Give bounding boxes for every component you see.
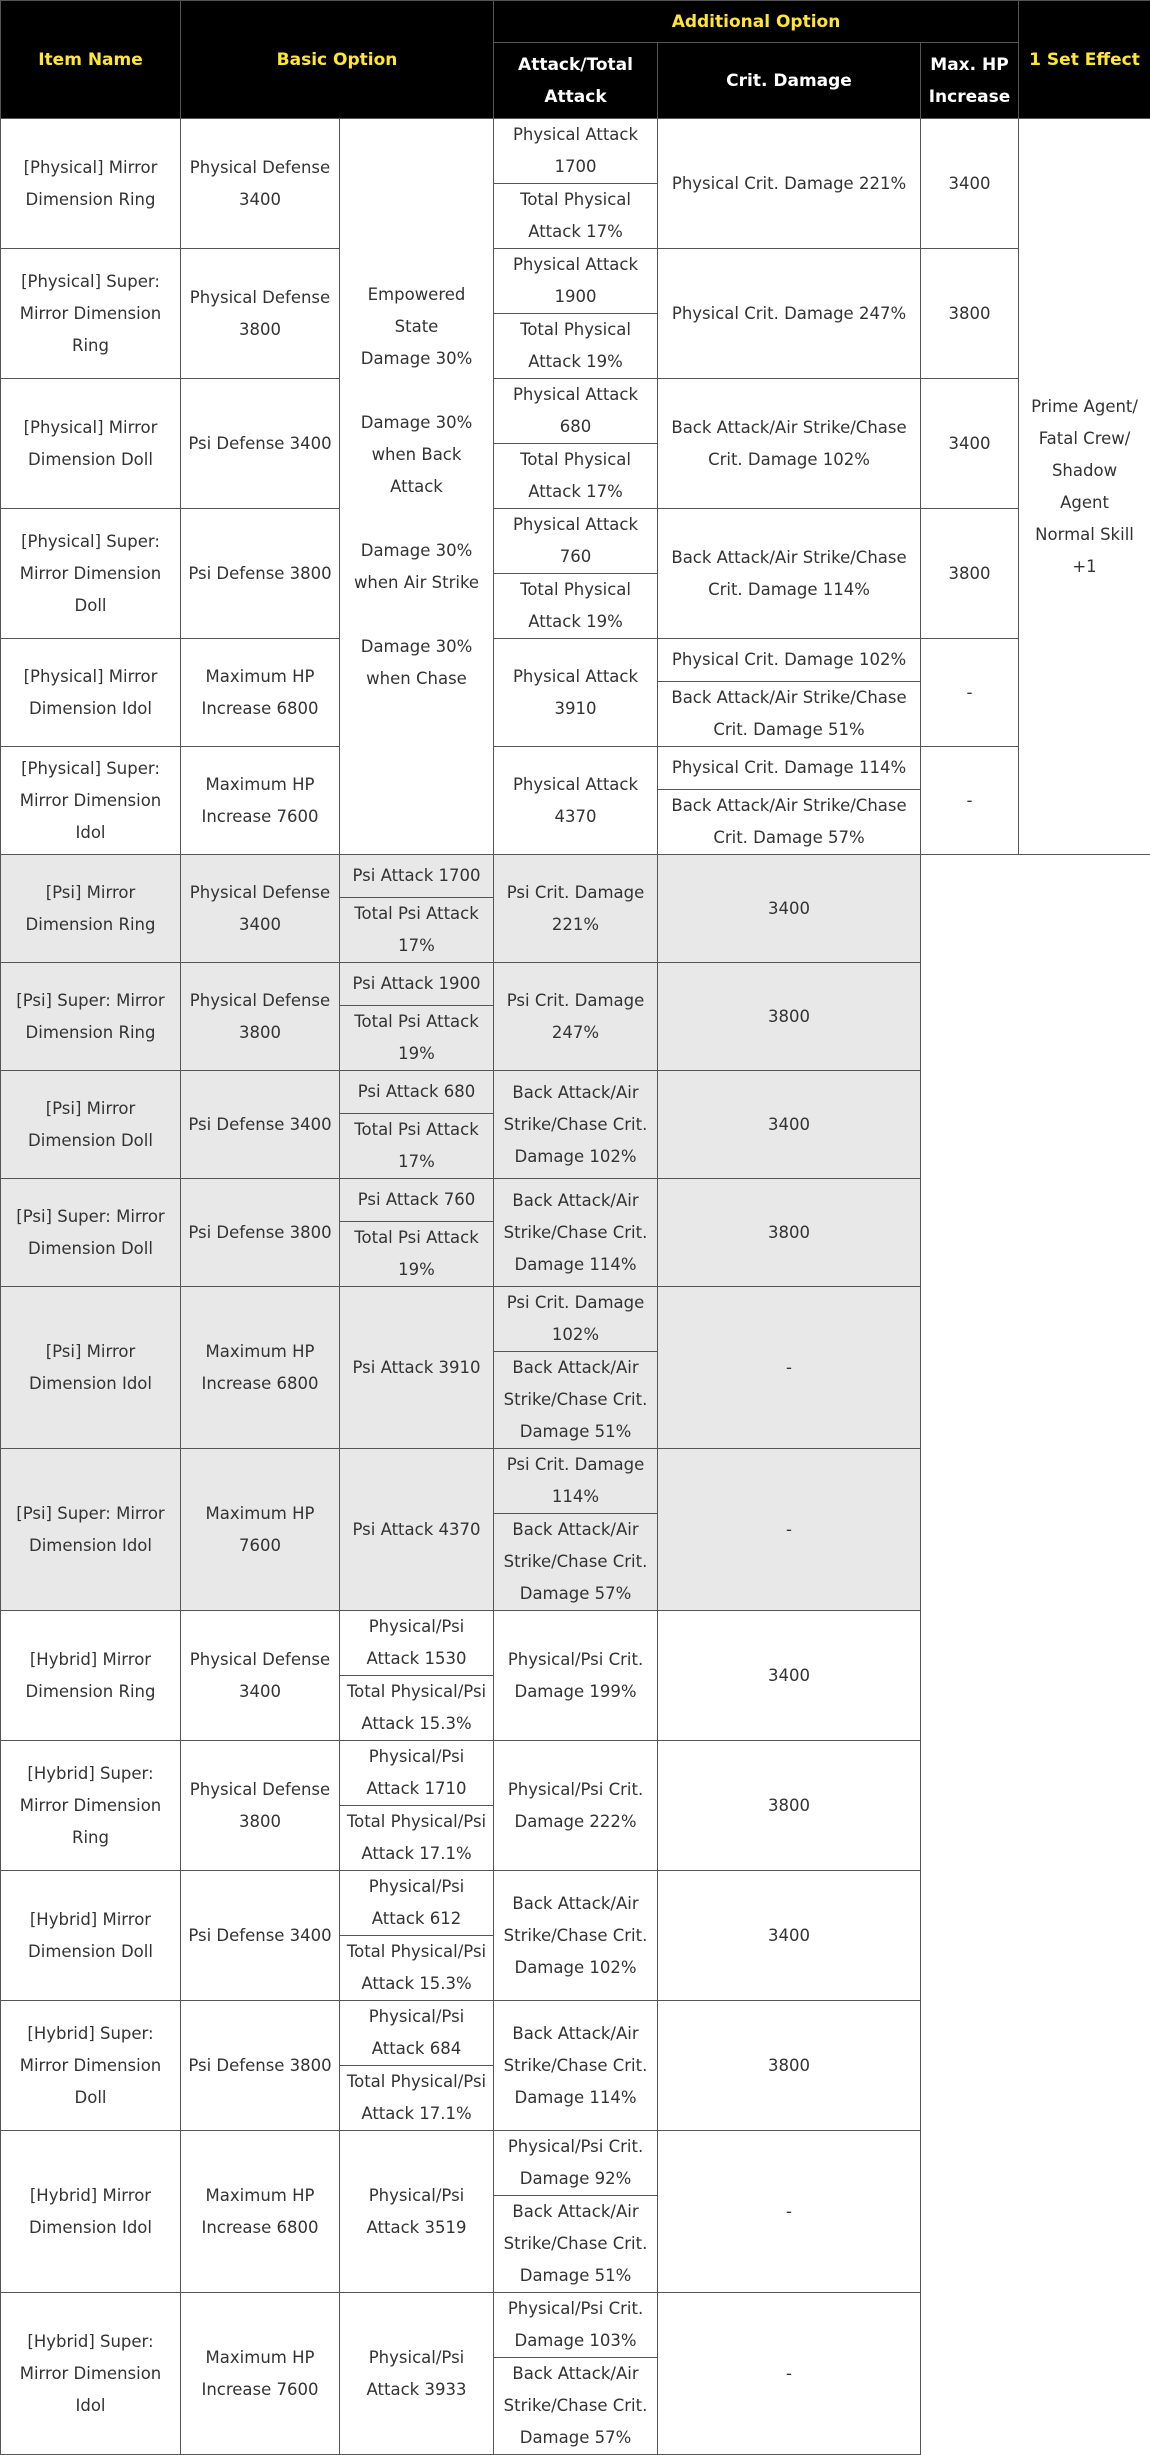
crit-damage-value: Back Attack/Air Strike/Chase Crit. Damage 102%	[494, 1871, 658, 2001]
basic-option: Psi Defense 3800	[181, 1179, 340, 1287]
table-row	[1, 1871, 1150, 1936]
crit-damage-value: Back Attack/Air Strike/Chase Crit. Damage 57%	[658, 790, 921, 855]
crit-damage-value: Physical/Psi Crit. Damage 222%	[494, 1741, 658, 1871]
total-attack-value: Total Physical/Psi Attack 17.1%	[340, 2066, 494, 2131]
item-name: [Physical] Super: Mirror Dimension Idol	[1, 747, 181, 855]
group-physical	[1, 119, 1150, 855]
item-name: [Physical] Mirror Dimension Doll	[1, 379, 181, 509]
basic-option: Maximum HP Increase 7600	[181, 2293, 340, 2455]
crit-damage-value: Back Attack/Air Strike/Chase Crit. Damage 102%	[494, 1071, 658, 1179]
basic-option: Physical Defense 3800	[181, 1741, 340, 1871]
item-name: [Psi] Mirror Dimension Doll	[1, 1071, 181, 1179]
table-row	[1, 379, 1150, 444]
table-row	[1, 509, 1150, 574]
basic-option-shared-line: Damage 30%	[361, 541, 473, 560]
crit-damage-value: Back Attack/Air Strike/Chase Crit. Damage 57%	[494, 1514, 658, 1611]
attack-value: Physical Attack 760	[494, 509, 658, 574]
table-row	[1, 1071, 1150, 1114]
set-effect-line: Shadow Agent	[1052, 461, 1117, 512]
attack-value: Physical Attack 1900	[494, 249, 658, 314]
crit-damage-value: Back Attack/Air Strike/Chase Crit. Damage 114%	[494, 2001, 658, 2131]
basic-option: Physical Defense 3400	[181, 119, 340, 249]
basic-option: Maximum HP Increase 6800	[181, 2131, 340, 2293]
item-name: [Physical] Mirror Dimension Ring	[1, 119, 181, 249]
item-name: [Hybrid] Super: Mirror Dimension Idol	[1, 2293, 181, 2455]
item-name: [Physical] Super: Mirror Dimension Ring	[1, 249, 181, 379]
attack-value: Physical Attack 1700	[494, 119, 658, 184]
crit-damage-value: Physical Crit. Damage 114%	[658, 747, 921, 790]
max-hp-value: 3400	[658, 1611, 921, 1741]
table-row	[1, 2001, 1150, 2066]
max-hp-value: 3400	[921, 379, 1019, 509]
header-basic-option: Basic Option	[181, 1, 494, 119]
item-name: [Psi] Mirror Dimension Idol	[1, 1287, 181, 1449]
header-max-hp: Max. HP Increase	[921, 43, 1019, 119]
attack-value: Physical/Psi Attack 612	[340, 1871, 494, 1936]
basic-option: Psi Defense 3400	[181, 1871, 340, 2001]
max-hp-value: -	[658, 2131, 921, 2293]
attack-value: Psi Attack 1900	[340, 963, 494, 1006]
crit-damage-value: Physical Crit. Damage 102%	[658, 639, 921, 682]
basic-option-shared-line: when Back Attack	[372, 445, 462, 496]
basic-option: Maximum HP Increase 6800	[181, 1287, 340, 1449]
header-crit-damage: Crit. Damage	[658, 43, 921, 119]
max-hp-value: 3400	[658, 1071, 921, 1179]
crit-damage-value: Physical Crit. Damage 247%	[658, 249, 921, 379]
basic-option-shared-line: Damage 30%	[361, 413, 473, 432]
attack-value: Psi Attack 1700	[340, 855, 494, 898]
max-hp-value: -	[658, 1449, 921, 1611]
crit-damage-value: Back Attack/Air Strike/Chase Crit. Damage 114%	[494, 1179, 658, 1287]
attack-value: Psi Attack 3910	[340, 1287, 494, 1449]
total-attack-value: Total Physical/Psi Attack 15.3%	[340, 1936, 494, 2001]
crit-damage-value: Physical/Psi Crit. Damage 199%	[494, 1611, 658, 1741]
total-attack-value: Total Psi Attack 17%	[340, 1114, 494, 1179]
basic-option: Physical Defense 3800	[181, 249, 340, 379]
item-name: [Psi] Super: Mirror Dimension Ring	[1, 963, 181, 1071]
item-name: [Hybrid] Mirror Dimension Idol	[1, 2131, 181, 2293]
basic-option: Psi Defense 3800	[181, 2001, 340, 2131]
crit-damage-value: Back Attack/Air Strike/Chase Crit. Damage 51%	[658, 682, 921, 747]
crit-damage-value: Psi Crit. Damage 102%	[494, 1287, 658, 1352]
max-hp-value: 3400	[658, 1871, 921, 2001]
crit-damage-value: Psi Crit. Damage 114%	[494, 1449, 658, 1514]
item-name: [Hybrid] Mirror Dimension Doll	[1, 1871, 181, 2001]
header-item-name: Item Name	[1, 1, 181, 119]
set-effect-line: Fatal Crew/	[1039, 429, 1131, 448]
table-row	[1, 2293, 1150, 2358]
max-hp-value: -	[921, 639, 1019, 747]
table-header	[1, 1, 1150, 119]
group-psi	[1, 855, 1150, 1611]
attack-value: Physical Attack 4370	[494, 747, 658, 855]
total-attack-value: Total Physical/Psi Attack 17.1%	[340, 1806, 494, 1871]
table-row	[1, 639, 1150, 682]
basic-option-shared-line: when Chase	[366, 669, 467, 688]
header-additional-option: Additional Option	[494, 1, 1019, 43]
item-name: [Psi] Super: Mirror Dimension Doll	[1, 1179, 181, 1287]
table-row	[1, 855, 1150, 898]
attack-value: Physical/Psi Attack 1530	[340, 1611, 494, 1676]
crit-damage-value: Physical/Psi Crit. Damage 92%	[494, 2131, 658, 2196]
total-attack-value: Total Psi Attack 19%	[340, 1006, 494, 1071]
item-name: [Hybrid] Super: Mirror Dimension Doll	[1, 2001, 181, 2131]
basic-option: Physical Defense 3400	[181, 855, 340, 963]
basic-option-shared-line: when Air Strike	[354, 573, 479, 592]
crit-damage-value: Back Attack/Air Strike/Chase Crit. Damage 114%	[658, 509, 921, 639]
table-row	[1, 1287, 1150, 1352]
table-row	[1, 249, 1150, 314]
item-name: [Psi] Mirror Dimension Ring	[1, 855, 181, 963]
attack-value: Physical Attack 3910	[494, 639, 658, 747]
basic-option-shared-line: Damage 30%	[361, 349, 473, 368]
crit-damage-value: Physical/Psi Crit. Damage 103%	[494, 2293, 658, 2358]
total-attack-value: Total Psi Attack 19%	[340, 1222, 494, 1287]
item-name: [Hybrid] Super: Mirror Dimension Ring	[1, 1741, 181, 1871]
item-name: [Hybrid] Mirror Dimension Ring	[1, 1611, 181, 1741]
basic-option: Physical Defense 3800	[181, 963, 340, 1071]
crit-damage-value: Physical Crit. Damage 221%	[658, 119, 921, 249]
basic-option: Maximum HP Increase 7600	[181, 747, 340, 855]
max-hp-value: 3800	[921, 509, 1019, 639]
item-name: [Physical] Super: Mirror Dimension Doll	[1, 509, 181, 639]
max-hp-value: 3400	[658, 855, 921, 963]
basic-option: Psi Defense 3400	[181, 1071, 340, 1179]
basic-option: Maximum HP 7600	[181, 1449, 340, 1611]
basic-option-shared-line: Damage 30%	[361, 637, 473, 656]
basic-option-shared	[340, 119, 494, 855]
table-row	[1, 747, 1150, 790]
crit-damage-value: Psi Crit. Damage 221%	[494, 855, 658, 963]
table-row	[1, 1611, 1150, 1676]
attack-value: Psi Attack 760	[340, 1179, 494, 1222]
max-hp-value: 3400	[921, 119, 1019, 249]
total-attack-value: Total Psi Attack 17%	[340, 898, 494, 963]
attack-value: Psi Attack 4370	[340, 1449, 494, 1611]
crit-damage-value: Psi Crit. Damage 247%	[494, 963, 658, 1071]
attack-value: Physical/Psi Attack 684	[340, 2001, 494, 2066]
crit-damage-value: Back Attack/Air Strike/Chase Crit. Damage 102%	[658, 379, 921, 509]
total-attack-value: Total Physical Attack 17%	[494, 444, 658, 509]
crit-damage-value: Back Attack/Air Strike/Chase Crit. Damage 57%	[494, 2358, 658, 2455]
set-effect-shared	[1019, 119, 1150, 855]
basic-option: Maximum HP Increase 6800	[181, 639, 340, 747]
table-row	[1, 963, 1150, 1006]
table-row	[1, 1741, 1150, 1806]
total-attack-value: Total Physical Attack 17%	[494, 184, 658, 249]
max-hp-value: -	[921, 747, 1019, 855]
attack-value: Physical/Psi Attack 1710	[340, 1741, 494, 1806]
max-hp-value: 3800	[658, 1741, 921, 1871]
set-effect-line: +1	[1072, 557, 1096, 576]
max-hp-value: 3800	[921, 249, 1019, 379]
table-row	[1, 1179, 1150, 1222]
set-effect-line: Prime Agent/	[1031, 397, 1138, 416]
set-effect-line: Normal Skill	[1035, 525, 1134, 544]
max-hp-value: 3800	[658, 1179, 921, 1287]
total-attack-value: Total Physical Attack 19%	[494, 314, 658, 379]
header-attack-total: Attack/Total Attack	[494, 43, 658, 119]
basic-option: Psi Defense 3800	[181, 509, 340, 639]
header-set-effect: 1 Set Effect	[1019, 1, 1150, 119]
attack-value: Physical/Psi Attack 3933	[340, 2293, 494, 2455]
total-attack-value: Total Physical Attack 19%	[494, 574, 658, 639]
total-attack-value: Total Physical/Psi Attack 15.3%	[340, 1676, 494, 1741]
crit-damage-value: Back Attack/Air Strike/Chase Crit. Damage 51%	[494, 1352, 658, 1449]
crit-damage-value: Back Attack/Air Strike/Chase Crit. Damage 51%	[494, 2196, 658, 2293]
max-hp-value: -	[658, 1287, 921, 1449]
group-hybrid	[1, 1611, 1150, 2455]
max-hp-value: -	[658, 2293, 921, 2455]
attack-value: Physical/Psi Attack 3519	[340, 2131, 494, 2293]
basic-option-shared-line: Empowered State	[368, 285, 466, 336]
item-name: [Psi] Super: Mirror Dimension Idol	[1, 1449, 181, 1611]
attack-value: Psi Attack 680	[340, 1071, 494, 1114]
basic-option: Psi Defense 3400	[181, 379, 340, 509]
max-hp-value: 3800	[658, 963, 921, 1071]
item-name: [Physical] Mirror Dimension Idol	[1, 639, 181, 747]
table-row	[1, 119, 1150, 184]
max-hp-value: 3800	[658, 2001, 921, 2131]
basic-option: Physical Defense 3400	[181, 1611, 340, 1741]
attack-value: Physical Attack 680	[494, 379, 658, 444]
table-row	[1, 1449, 1150, 1514]
table-row	[1, 2131, 1150, 2196]
